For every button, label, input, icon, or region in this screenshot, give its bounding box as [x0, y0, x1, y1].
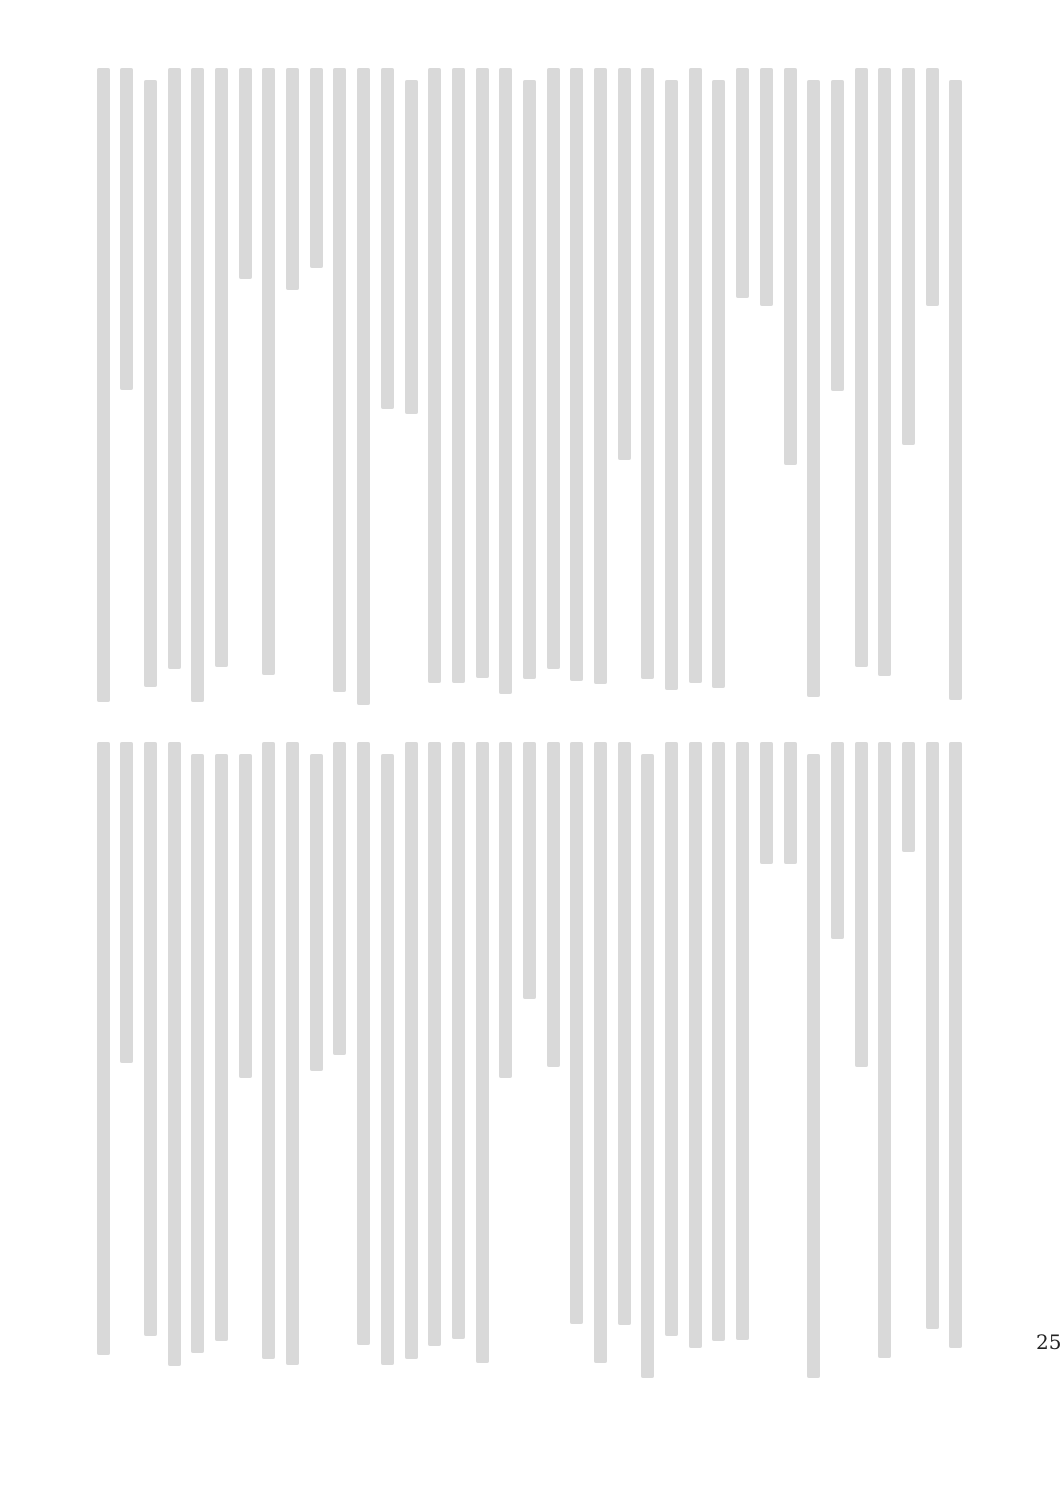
text-column [589, 68, 613, 708]
redacted-text-line [570, 742, 583, 1324]
redacted-text-line [665, 742, 678, 1336]
text-column [850, 742, 874, 1367]
text-column [115, 68, 139, 708]
text-column [352, 742, 376, 1367]
text-column [115, 742, 139, 1367]
text-column [731, 742, 755, 1367]
text-column [447, 68, 471, 708]
redacted-text-line [262, 742, 275, 1359]
redacted-text-line [878, 742, 891, 1358]
text-column [257, 68, 281, 708]
redacted-text-line [949, 742, 962, 1348]
text-column [613, 68, 637, 708]
redacted-text-line [476, 68, 489, 678]
text-column [565, 68, 589, 708]
redacted-text-line [594, 68, 607, 684]
redacted-text-line [333, 742, 346, 1055]
text-column [92, 742, 116, 1367]
redacted-text-line [902, 68, 915, 445]
redacted-text-line [357, 742, 370, 1345]
text-column [139, 68, 163, 708]
text-column [731, 68, 755, 708]
text-column [494, 742, 518, 1367]
text-column [281, 68, 305, 708]
text-column [897, 742, 921, 1367]
text-column [352, 68, 376, 708]
text-column [305, 742, 329, 1367]
redacted-text-line [476, 742, 489, 1363]
redacted-text-line [926, 68, 939, 306]
redacted-text-line [926, 742, 939, 1329]
text-column [400, 742, 424, 1367]
redacted-text-line [168, 742, 181, 1366]
redacted-text-line [144, 742, 157, 1336]
text-column [186, 742, 210, 1367]
text-column [944, 68, 968, 708]
text-column [921, 742, 945, 1367]
text-column [328, 742, 352, 1367]
redacted-text-line [452, 742, 465, 1339]
redacted-text-line [712, 80, 725, 688]
redacted-text-line [760, 68, 773, 306]
redacted-text-line [120, 742, 133, 1063]
redacted-text-line [594, 742, 607, 1363]
redacted-text-line [144, 80, 157, 687]
text-column [163, 68, 187, 708]
text-column [826, 68, 850, 708]
text-column [494, 68, 518, 708]
redacted-text-line [239, 754, 252, 1078]
text-column [234, 742, 258, 1367]
redacted-text-line [855, 742, 868, 1067]
text-column [518, 742, 542, 1367]
redacted-text-line [878, 68, 891, 676]
text-column [328, 68, 352, 708]
text-column [755, 742, 779, 1367]
redacted-text-line [547, 742, 560, 1067]
redacted-text-line [641, 754, 654, 1378]
text-column [944, 742, 968, 1367]
text-column [873, 68, 897, 708]
redacted-text-line [168, 68, 181, 669]
redacted-text-line [405, 742, 418, 1359]
text-column [234, 68, 258, 708]
redacted-text-line [286, 742, 299, 1365]
redacted-text-line [97, 742, 110, 1355]
text-column [376, 68, 400, 708]
redacted-text-line [570, 68, 583, 681]
text-column [542, 742, 566, 1367]
redacted-text-line [357, 68, 370, 705]
text-column [589, 742, 613, 1367]
redacted-text-line [618, 742, 631, 1325]
text-column [305, 68, 329, 708]
redacted-text-line [405, 80, 418, 414]
text-column [542, 68, 566, 708]
text-column [471, 742, 495, 1367]
text-column [779, 742, 803, 1367]
text-column [684, 742, 708, 1367]
text-column [281, 742, 305, 1367]
text-column [826, 742, 850, 1367]
redacted-text-line [239, 68, 252, 279]
redacted-text-line [902, 742, 915, 852]
text-column [400, 68, 424, 708]
text-column [660, 68, 684, 708]
text-column [707, 742, 731, 1367]
redacted-text-line [855, 68, 868, 667]
text-column [613, 742, 637, 1367]
redacted-text-line [215, 68, 228, 667]
text-column [447, 742, 471, 1367]
redacted-text-line [618, 68, 631, 460]
redacted-text-line [499, 742, 512, 1078]
text-column [257, 742, 281, 1367]
text-column [921, 68, 945, 708]
text-column [423, 68, 447, 708]
text-column [802, 68, 826, 708]
redacted-text-line [428, 742, 441, 1346]
text-column [684, 68, 708, 708]
text-column [660, 742, 684, 1367]
text-column [897, 68, 921, 708]
text-column [850, 68, 874, 708]
redacted-text-line [120, 68, 133, 390]
redacted-text-line [831, 742, 844, 939]
redacted-text-line [333, 68, 346, 692]
redacted-text-line [215, 754, 228, 1341]
text-column [163, 742, 187, 1367]
redacted-text-line [286, 68, 299, 290]
text-column [376, 742, 400, 1367]
page-number: 25 [1036, 1330, 1061, 1354]
redacted-text-line [665, 80, 678, 690]
redacted-text-line [547, 68, 560, 669]
text-column [707, 68, 731, 708]
text-column [423, 742, 447, 1367]
redacted-text-line [262, 68, 275, 675]
redacted-text-line [784, 68, 797, 465]
redacted-text-line [689, 68, 702, 683]
redacted-text-line [736, 68, 749, 298]
text-column [139, 742, 163, 1367]
text-column [873, 742, 897, 1367]
redacted-text-line [381, 68, 394, 409]
redacted-text-line [523, 742, 536, 999]
text-column [636, 742, 660, 1367]
text-block-top [88, 68, 968, 708]
redacted-text-line [689, 742, 702, 1348]
redacted-text-line [641, 68, 654, 679]
text-column [565, 742, 589, 1367]
text-column [210, 68, 234, 708]
text-column [92, 68, 116, 708]
redacted-text-line [97, 68, 110, 702]
redacted-text-line [428, 68, 441, 683]
redacted-text-line [760, 742, 773, 864]
redacted-text-line [523, 80, 536, 679]
text-column [518, 68, 542, 708]
redacted-text-line [310, 754, 323, 1071]
text-column [802, 742, 826, 1367]
redacted-text-line [381, 754, 394, 1365]
text-column [636, 68, 660, 708]
redacted-text-line [310, 68, 323, 268]
redacted-text-line [807, 80, 820, 697]
text-column [755, 68, 779, 708]
text-column [186, 68, 210, 708]
text-column [210, 742, 234, 1367]
redacted-text-line [191, 68, 204, 702]
redacted-text-line [712, 742, 725, 1341]
redacted-text-line [736, 742, 749, 1340]
redacted-text-line [452, 68, 465, 683]
redacted-text-line [807, 754, 820, 1378]
redacted-text-line [191, 754, 204, 1353]
text-column [471, 68, 495, 708]
text-block-bottom [88, 742, 968, 1367]
redacted-text-line [949, 80, 962, 700]
redacted-text-line [831, 80, 844, 391]
redacted-text-line [784, 742, 797, 864]
redacted-text-line [499, 68, 512, 694]
text-column [779, 68, 803, 708]
